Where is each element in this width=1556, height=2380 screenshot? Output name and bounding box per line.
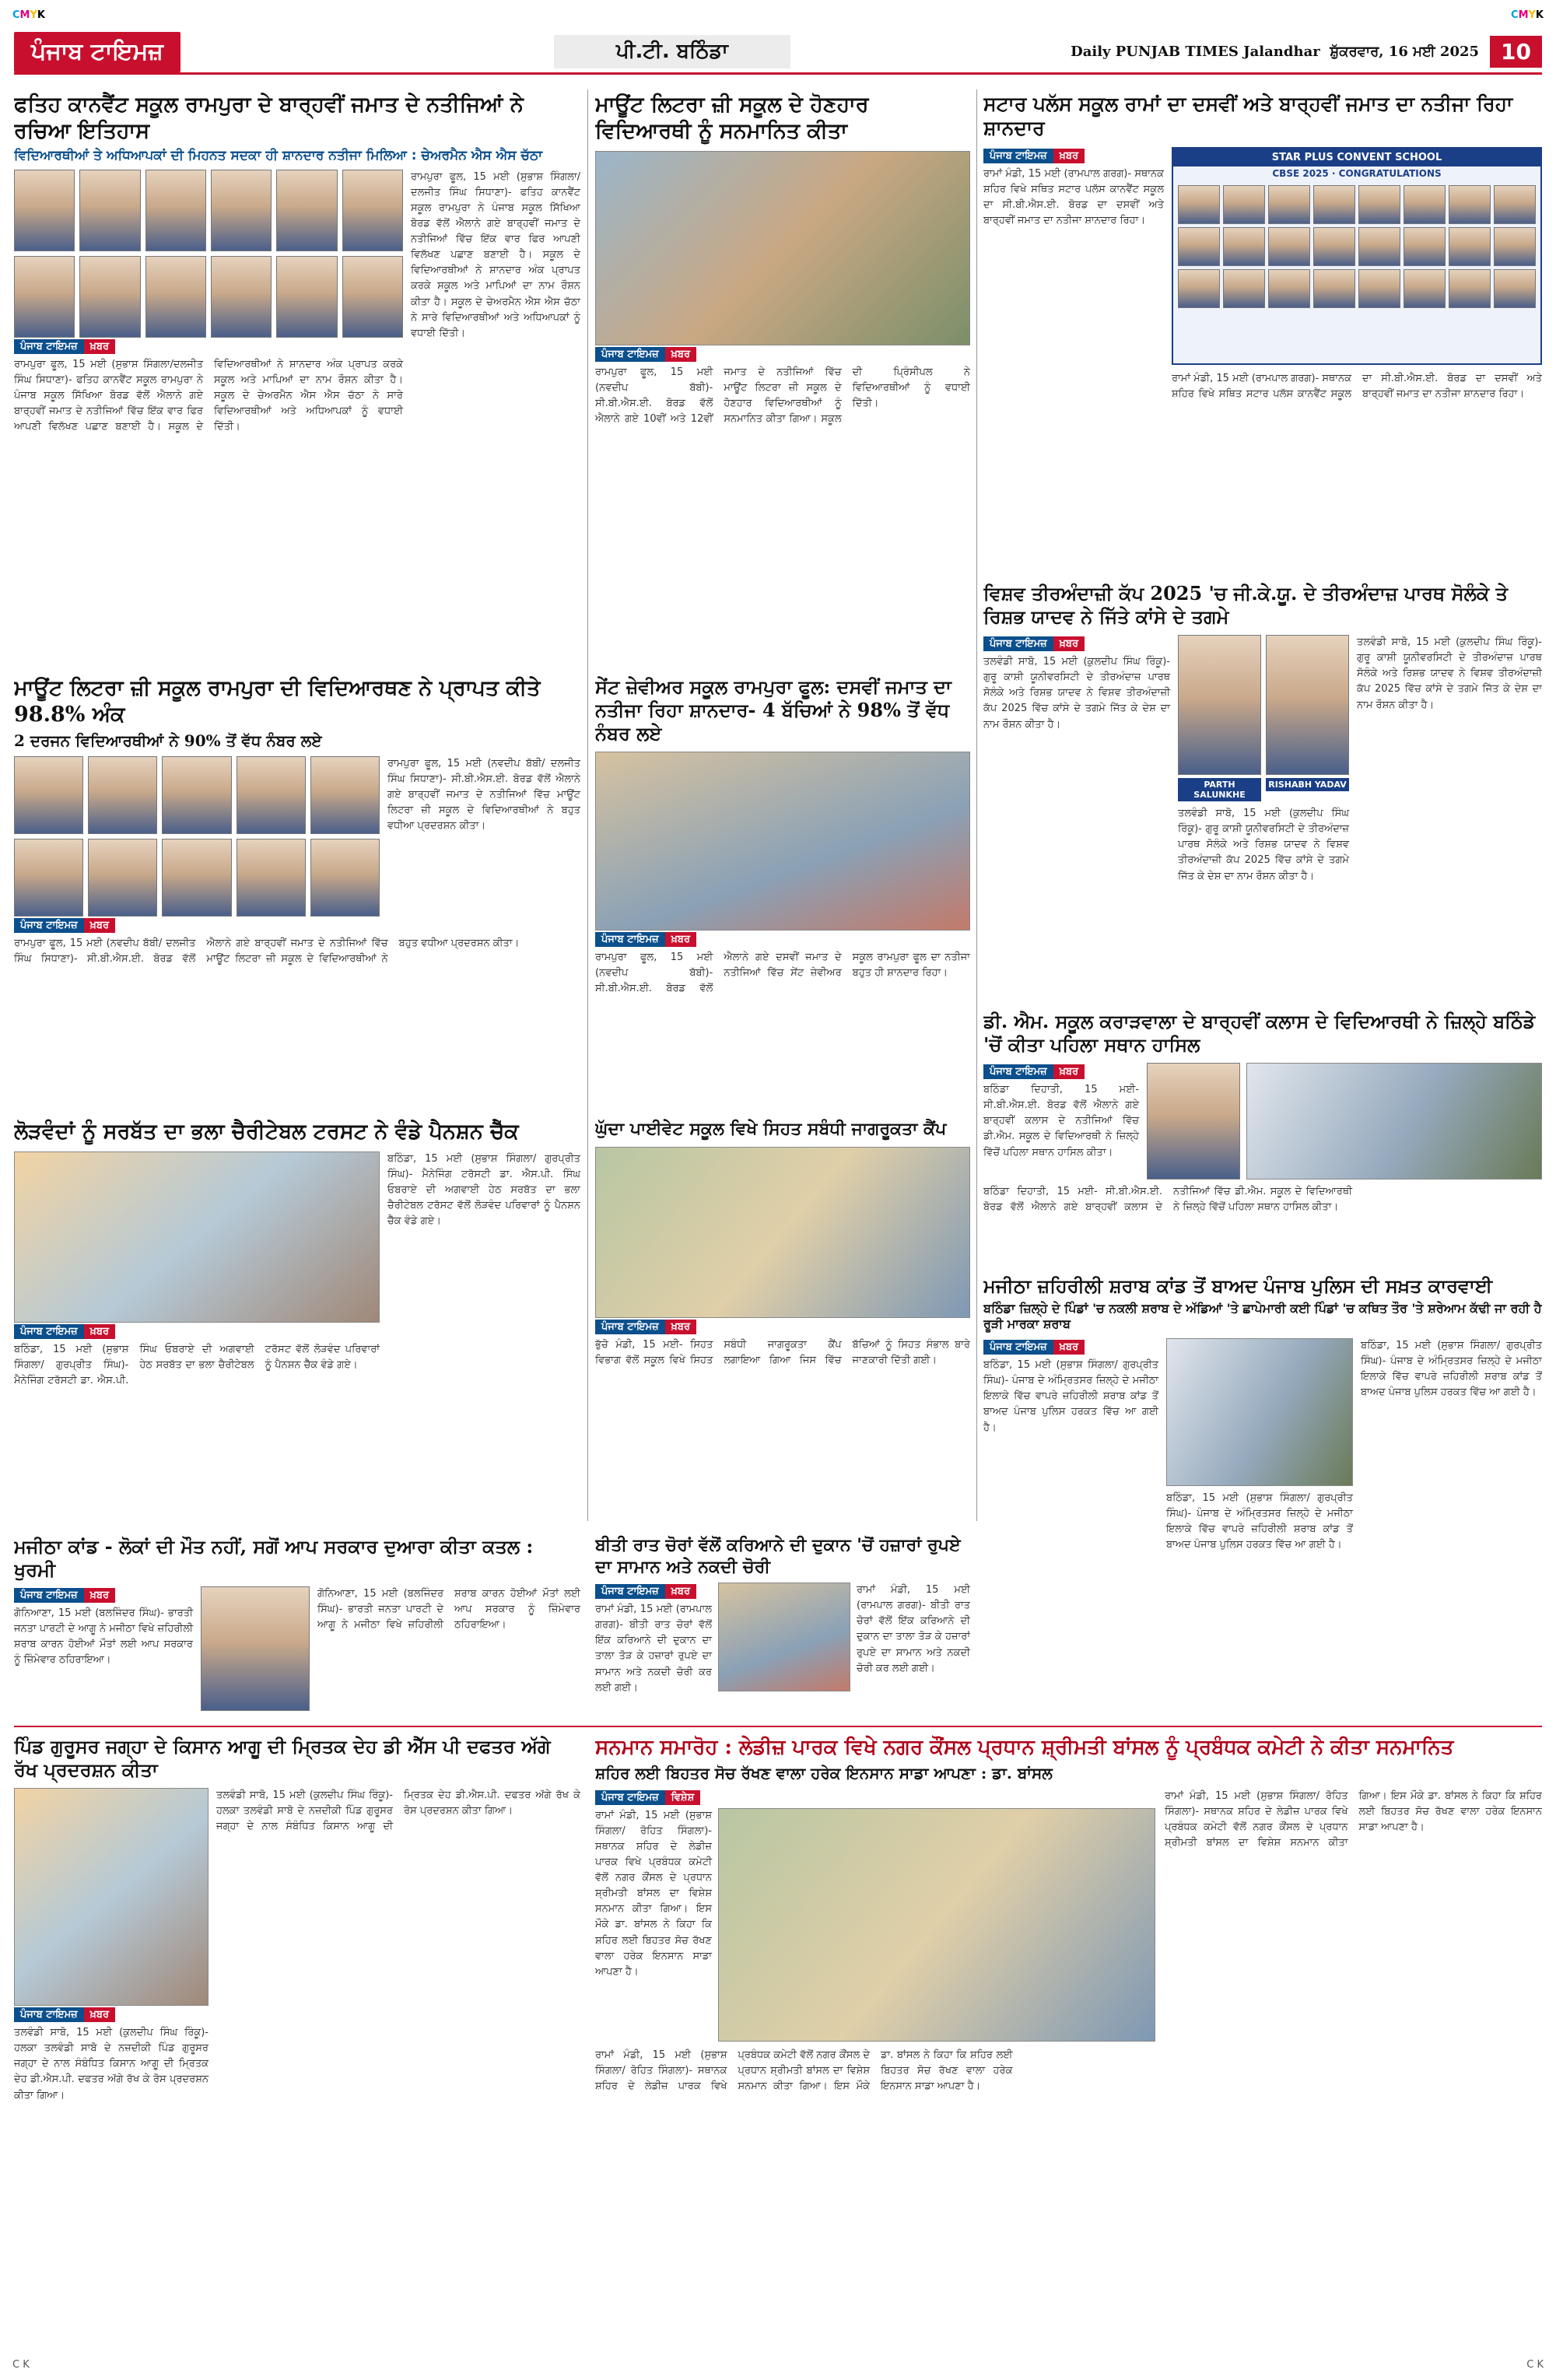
student-photo [1178,227,1220,266]
newspaper-logo: ਪੰਜਾਬ ਟਾਇਮਜ਼ [14,32,180,72]
student-photo [1404,185,1446,224]
student-photo [1494,269,1536,308]
student-photo [1358,227,1400,266]
group-photo [595,752,970,931]
headline: ਮਜੀਠਾ ਕਾਂਡ - ਲੋਕਾਂ ਦੀ ਮੌਤ ਨਹੀਂ, ਸਗੋਂ ਆਪ ਸਰਕਾਰ ਦੁਆਰਾ ਕੀਤਾ ਕਤਲ : ਖੁਰਮੀ [14,1535,534,1581]
article-mount-litera-98-percent [14,675,580,1111]
article-majitha-khurmi-statement [14,1535,580,1718]
headline: ਲੋੜਵੰਦਾਂ ਨੂੰ ਸਰਬੱਤ ਦਾ ਭਲਾ ਚੈਰੀਟੇਬਲ ਟਰਸਟ ਨੇ ਵੰਡੇ ਪੈਨਸ਼ਨ ਚੈੱਕ [14,1120,519,1144]
student-photo [1223,185,1265,224]
byline-tag: ਪੰਜਾਬ ਟਾਇਮਜ਼ ਖ਼ਬਰ [14,920,115,931]
headline: ਸਟਾਰ ਪਲੱਸ ਸਕੂਲ ਰਾਮਾਂ ਦਾ ਦਸਵੀਂ ਅਤੇ ਬਾਰ੍ਹਵੀਂ ਜਮਾਤ ਦਾ ਨਤੀਜਾ ਰਿਹਾ ਸ਼ਾਨਦਾਰ [983,93,1513,140]
student-photo [237,839,306,917]
article-sarbat-da-bhala-trust [14,1119,580,1527]
article-body-continued: ਬਠਿੰਡਾ, 15 ਮਈ (ਸੁਭਾਸ਼ ਸਿੰਗਲਾ/ ਗੁਰਪ੍ਰੀਤ ਸਿੰਘ)- ਪੰਜਾਬ ਦੇ ਅੰਮ੍ਰਿਤਸਰ ਜ਼ਿਲ੍ਹੇ ਦੇ ਮਜੀਠਾ ਇਲਾਕੇ ਵਿੱਚ ਵਾਪਰੇ ਜ਼ਹਿਰੀਲੀ ਸ਼ਰਾਬ ਕਾਂਡ ਤੋਂ ਬਾਅਦ ਪੰਜਾਬ ਪੁਲਿਸ ਹਰਕਤ ਵਿੱਚ ਆ ਗਈ ਹੈ। [1361,1340,1542,1399]
section-divider [14,1726,1542,1727]
student-photo [14,756,83,834]
color-registration-mark: C K [1526,2359,1544,2371]
byline-tag: ਪੰਜਾਬ ਟਾਇਮਜ਼ ਖ਼ਬਰ [983,150,1085,162]
student-photo [1449,185,1491,224]
event-photo [14,1151,380,1323]
student-photo [14,839,83,917]
student-photo [1358,269,1400,308]
column-divider [976,89,977,1521]
headline: ਡੀ. ਐਮ. ਸਕੂਲ ਕਰਾੜਵਾਲਾ ਦੇ ਬਾਰ੍ਹਵੀਂ ਕਲਾਸ ਦੇ ਵਿਦਿਆਰਥੀ ਨੇ ਜ਼ਿਲ੍ਹੇ ਬਠਿੰਡੇ 'ਚੋਂ ਕੀਤਾ ਪਹਿਲਾ ਸਥਾਨ ਹਾਸਿਲ [983,1010,1536,1056]
headline: ਘੁੱਦਾ ਪਾਈਵੇਟ ਸਕੂਲ ਵਿਖੇ ਸਿਹਤ ਸਬੰਧੀ ਜਾਗਰੂਕਤਾ ਕੈਂਪ [595,1119,947,1139]
page-number: 10 [1490,36,1542,68]
article-body-continued: ਰਾਮਾਂ ਮੰਡੀ, 15 ਮਈ (ਰਾਮਪਾਲ ਗਰਗ)- ਬੀਤੀ ਰਾਤ ਚੋਰਾਂ ਵੱਲੋਂ ਇੱਕ ਕਰਿਆਨੇ ਦੀ ਦੁਕਾਨ ਦਾ ਤਾਲਾ ਤੋੜ ਕੇ ਹਜ਼ਾਰਾਂ ਰੁਪਏ ਦਾ ਸਾਮਾਨ ਅਤੇ ਨਕਦੀ ਚੋਰੀ ਕਰ ਲਈ ਗਈ। [857,1584,970,1674]
byline-tag: ਪੰਜਾਬ ਟਾਇਮਜ਼ ਖ਼ਬਰ [983,1341,1085,1353]
article-body-continued: ਬਠਿੰਡਾ, 15 ਮਈ (ਸੁਭਾਸ਼ ਸਿੰਗਲਾ/ ਗੁਰਪ੍ਰੀਤ ਸਿੰਘ)- ਮੈਨੇਜਿੰਗ ਟਰੱਸਟੀ ਡਾ. ਐਸ.ਪੀ. ਸਿੰਘ ਓਬਰਾਏ ਦੀ ਅਗਵਾਈ ਹੇਠ ਸਰਬੱਤ ਦਾ ਭਲਾ ਚੈਰੀਟੇਬਲ ਟਰੱਸਟ ਵੱਲੋਂ ਲੋੜਵੰਦ ਪਰਿਵਾਰਾਂ ਨੂੰ ਪੈਨਸ਼ਨ ਚੈੱਕ ਵੰਡੇ ਗਏ। [387,1152,580,1228]
section-name: ਪੀ.ਟੀ. ਬਠਿੰਡਾ [554,35,790,68]
article-body-continued: ਬਠਿੰਡਾ, 15 ਮਈ (ਸੁਭਾਸ਼ ਸਿੰਗਲਾ/ ਗੁਰਪ੍ਰੀਤ ਸਿੰਘ)- ਪੰਜਾਬ ਦੇ ਅੰਮ੍ਰਿਤਸਰ ਜ਼ਿਲ੍ਹੇ ਦੇ ਮਜੀਠਾ ਇਲਾਕੇ ਵਿੱਚ ਵਾਪਰੇ ਜ਼ਹਿਰੀਲੀ ਸ਼ਰਾਬ ਕਾਂਡ ਤੋਂ ਬਾਅਦ ਪੰਜਾਬ ਪੁਲਿਸ ਹਰਕਤ ਵਿੱਚ ਆ ਗਈ ਹੈ। [1166,1492,1353,1551]
school-result-poster [1172,147,1542,365]
color-registration-mark: C K [12,2359,30,2371]
person-photo [1147,1063,1240,1179]
article-mount-litera-honour [595,92,970,668]
student-photo [79,170,140,251]
headline: ਪਿੰਡ ਗੁਰੂਸਰ ਜਗ੍ਹਾ ਦੇ ਕਿਸਾਨ ਆਗੂ ਦੀ ਮ੍ਰਿਤਕ ਦੇਹ ਡੀ ਐੱਸ ਪੀ ਦਫਤਰ ਅੱਗੇ ਰੱਖ ਪ੍ਰਦਰਸ਼ਨ ਕੀਤਾ [14,1735,551,1781]
student-photo [276,256,337,338]
student-photo [237,756,306,834]
headline: ਫਤਿਹ ਕਾਨਵੈਂਟ ਸਕੂਲ ਰਾਮਪੁਰਾ ਦੇ ਬਾਰ੍ਹਵੀਂ ਜਮਾਤ ਦੇ ਨਤੀਜਿਆਂ ਨੇ ਰਚਿਆ ਇਤਿਹਾਸ [14,93,524,143]
article-body-continued: ਰਾਮਪੁਰਾ ਫੂਲ, 15 ਮਈ (ਨਵਦੀਪ ਬੱਬੀ/ ਦਲਜੀਤ ਸਿੰਘ ਸਿਧਾਣਾ)- ਸੀ.ਬੀ.ਐਸ.ਈ. ਬੋਰਡ ਵੱਲੋਂ ਐਲਾਨੇ ਗਏ ਬਾਰ੍ਹਵੀਂ ਜਮਾਤ ਦੇ ਨਤੀਜਿਆਂ ਵਿੱਚ ਮਾਊਂਟ ਲਿਟਰਾ ਜ਼ੀ ਸਕੂਲ ਦੇ ਵਿਦਿਆਰਥੀਆਂ ਨੇ ਬਹੁਤ ਵਧੀਆ ਪ੍ਰਦਰਸ਼ਨ ਕੀਤਾ। [14,937,520,965]
student-photo [342,256,403,338]
student-photo [14,256,75,338]
byline-tag: ਪੰਜਾਬ ਟਾਇਮਜ਼ ਖ਼ਬਰ [983,1066,1085,1078]
headline: ਬੀਤੀ ਰਾਤ ਚੋਰਾਂ ਵੱਲੋਂ ਕਰਿਆਨੇ ਦੀ ਦੁਕਾਨ 'ਚੋਂ ਹਜ਼ਾਰਾਂ ਰੁਪਏ ਦਾ ਸਾਮਾਨ ਅਤੇ ਨਕਦੀ ਚੋਰੀ [595,1535,961,1577]
student-photo [145,170,206,251]
student-photo [1404,227,1446,266]
student-photo [1449,227,1491,266]
student-photo [1494,185,1536,224]
student-photo [1223,269,1265,308]
headline: ਸੇਂਟ ਜ਼ੇਵੀਅਰ ਸਕੂਲ ਰਾਮਪੁਰਾ ਫੂਲ: ਦਸਵੀਂ ਜਮਾਤ ਦਾ ਨਤੀਜਾ ਰਿਹਾ ਸ਼ਾਨਦਾਰ- 4 ਬੱਚਿਆਂ ਨੇ 98% ਤੋਂ ਵੱਧ ਨੰਬਰ ਲਏ [595,675,951,745]
article-body-continued: ਰਾਮਾਂ ਮੰਡੀ, 15 ਮਈ (ਸੁਭਾਸ਼ ਸਿੰਗਲਾ/ ਰੋਹਿਤ ਸਿੰਗਲਾ)- ਸਥਾਨਕ ਸ਼ਹਿਰ ਦੇ ਲੇਡੀਜ਼ ਪਾਰਕ ਵਿਖੇ ਪ੍ਰਬੰਧਕ ਕਮੇਟੀ ਵੱਲੋਂ ਨਗਰ ਕੌਂਸਲ ਦੇ ਪ੍ਰਧਾਨ ਸ਼੍ਰੀਮਤੀ ਬਾਂਸਲ ਦਾ ਵਿਸ਼ੇਸ਼ ਸਨਮਾਨ ਕੀਤਾ ਗਿਆ। ਇਸ ਮੌਕੇ ਡਾ. ਬਾਂਸਲ ਨੇ ਕਿਹਾ ਕਿ ਸ਼ਹਿਰ ਲਈ ਬਿਹਤਰ ਸੋਚ ਰੱਖਣ ਵਾਲਾ ਹਰੇਕ ਇਨਸਾਨ ਸਾਡਾ ਆਪਣਾ ਹੈ। [595,2049,1013,2092]
protest-photo [14,1788,209,2006]
student-photo [1313,227,1355,266]
byline-tag: ਪੰਜਾਬ ਟਾਇਮਜ਼ ਖ਼ਬਰ [595,349,696,360]
camp-photo [595,1147,970,1318]
article-st-xavier-school [595,675,970,1111]
article-body-continued: ਰਾਮਾਂ ਮੰਡੀ, 15 ਮਈ (ਸੁਭਾਸ਼ ਸਿੰਗਲਾ/ ਰੋਹਿਤ ਸਿੰਗਲਾ)- ਸਥਾਨਕ ਸ਼ਹਿਰ ਦੇ ਲੇਡੀਜ਼ ਪਾਰਕ ਵਿਖੇ ਪ੍ਰਬੰਧਕ ਕਮੇਟੀ ਵੱਲੋਂ ਨਗਰ ਕੌਂਸਲ ਦੇ ਪ੍ਰਧਾਨ ਸ਼੍ਰੀਮਤੀ ਬਾਂਸਲ ਦਾ ਵਿਸ਼ੇਸ਼ ਸਨਮਾਨ ਕੀਤਾ ਗਿਆ। ਇਸ ਮੌਕੇ ਡਾ. ਬਾਂਸਲ ਨੇ ਕਿਹਾ ਕਿ ਸ਼ਹਿਰ ਲਈ ਬਿਹਤਰ ਸੋਚ ਰੱਖਣ ਵਾਲਾ ਹਰੇਕ ਇਨਸਾਨ ਸਾਡਾ ਆਪਣਾ ਹੈ। [1165,1789,1542,1849]
headline: ਮਜੀਠਾ ਜ਼ਹਿਰੀਲੀ ਸ਼ਰਾਬ ਕਾਂਡ ਤੋਂ ਬਾਅਦ ਪੰਜਾਬ ਪੁਲਿਸ ਦੀ ਸਖ਼ਤ ਕਾਰਵਾਈ [983,1274,1493,1297]
ceremony-photo [718,1808,1155,2042]
article-body: ਬਠਿੰਡਾ, 15 ਮਈ (ਸੁਭਾਸ਼ ਸਿੰਗਲਾ/ ਗੁਰਪ੍ਰੀਤ ਸਿੰਘ)- ਮੈਨੇਜਿੰਗ ਟਰੱਸਟੀ ਡਾ. ਐਸ.ਪੀ. ਸਿੰਘ ਓਬਰਾਏ ਦੀ ਅਗਵਾਈ ਹੇਠ ਸਰਬੱਤ ਦਾ ਭਲਾ ਚੈਰੀਟੇਬਲ ਟਰੱਸਟ ਵੱਲੋਂ ਲੋੜਵੰਦ ਪਰਿਵਾਰਾਂ ਨੂੰ ਪੈਨਸ਼ਨ ਚੈੱਕ ਵੰਡੇ ਗਏ। [14,1343,380,1387]
article-body: ਬਠਿੰਡਾ, 15 ਮਈ (ਸੁਭਾਸ਼ ਸਿੰਗਲਾ/ ਗੁਰਪ੍ਰੀਤ ਸਿੰਘ)- ਪੰਜਾਬ ਦੇ ਅੰਮ੍ਰਿਤਸਰ ਜ਼ਿਲ੍ਹੇ ਦੇ ਮਜੀਠਾ ਇਲਾਕੇ ਵਿੱਚ ਵਾਪਰੇ ਜ਼ਹਿਰੀਲੀ ਸ਼ਰਾਬ ਕਾਂਡ ਤੋਂ ਬਾਅਦ ਪੰਜਾਬ ਪੁਲਿਸ ਹਰਕਤ ਵਿੱਚ ਆ ਗਈ ਹੈ। [983,1359,1158,1434]
student-photo [1178,269,1220,308]
raid-photo [1166,1338,1353,1486]
article-body: ਰਾਮਾਂ ਮੰਡੀ, 15 ਮਈ (ਰਾਮਪਾਲ ਗਰਗ)- ਬੀਤੀ ਰਾਤ ਚੋਰਾਂ ਵੱਲੋਂ ਇੱਕ ਕਰਿਆਨੇ ਦੀ ਦੁਕਾਨ ਦਾ ਤਾਲਾ ਤੋੜ ਕੇ ਹਜ਼ਾਰਾਂ ਰੁਪਏ ਦਾ ਸਾਮਾਨ ਅਤੇ ਨਕਦੀ ਚੋਰੀ ਕਰ ਲਈ ਗਈ। [595,1604,712,1694]
article-fateh-convent-school [14,92,580,668]
student-photo [162,756,231,834]
byline-tag: ਪੰਜਾਬ ਟਾਇਮਜ਼ ਖ਼ਬਰ [983,638,1085,650]
student-photo [1268,227,1310,266]
headline: ਸਨਮਾਨ ਸਮਾਰੋਹ : ਲੇਡੀਜ਼ ਪਾਰਕ ਵਿਖੇ ਨਗਰ ਕੌਂਸਲ ਪ੍ਰਧਾਨ ਸ਼੍ਰੀਮਤੀ ਬਾਂਸਲ ਨੂੰ ਪ੍ਰਬੰਧਕ ਕਮੇਟੀ ਨੇ ਕੀਤਾ ਸਨਮਾਨਿਤ [595,1736,1454,1759]
group-photo [1246,1063,1542,1179]
article-body: ਰਾਮਪੁਰਾ ਫੂਲ, 15 ਮਈ (ਸੁਭਾਸ਼ ਸਿੰਗਲਾ/ਦਲਜੀਤ ਸਿੰਘ ਸਿਧਾਣਾ)- ਫਤਿਹ ਕਾਨਵੈਂਟ ਸਕੂਲ ਰਾਮਪੁਰਾ ਨੇ ਪੰਜਾਬ ਸਕੂਲ ਸਿੱਖਿਆ ਬੋਰਡ ਵੱਲੋਂ ਐਲਾਨੇ ਗਏ ਬਾਰ੍ਹਵੀਂ ਜਮਾਤ ਦੇ ਨਤੀਜਿਆਂ ਵਿੱਚ ਇੱਕ ਵਾਰ ਫਿਰ ਆਪਣੀ ਵਿਲੱਖਣ ਪਛਾਣ ਬਣਾਈ ਹੈ। ਸਕੂਲ ਦੇ ਵਿਦਿਆਰਥੀਆਂ ਨੇ ਸ਼ਾਨਦਾਰ ਅੰਕ ਪ੍ਰਾਪਤ ਕਰਕੇ ਸਕੂਲ ਅਤੇ ਮਾਪਿਆਂ ਦਾ ਨਾਮ ਰੌਸ਼ਨ ਕੀਤਾ ਹੈ। ਸਕੂਲ ਦੇ ਚੇਅਰਮੈਨ ਐਸ ਐਸ ਚੱਠਾ ਨੇ ਸਾਰੇ ਵਿਦਿਆਰਥੀਆਂ ਅਤੇ ਅਧਿਆਪਕਾਂ ਨੂੰ ਵਧਾਈ ਦਿੱਤੀ। [14,358,403,433]
article-body-continued: ਤਲਵੰਡੀ ਸਾਬੋ, 15 ਮਈ (ਕੁਲਦੀਪ ਸਿੰਘ ਰਿੰਕੂ)- ਗੁਰੂ ਕਾਸ਼ੀ ਯੂਨੀਵਰਸਿਟੀ ਦੇ ਤੀਰਅੰਦਾਜ਼ ਪਾਰਥ ਸੋਲੰਕੇ ਅਤੇ ਰਿਸ਼ਭ ਯਾਦਵ ਨੇ ਵਿਸ਼ਵ ਤੀਰਅੰਦਾਜ਼ੀ ਕੱਪ 2025 ਵਿੱਚ ਕਾਂਸੇ ਦੇ ਤਗਮੇ ਜਿੱਤ ਕੇ ਦੇਸ਼ ਦਾ ਨਾਮ ਰੌਸ਼ਨ ਕੀਤਾ ਹੈ। [1178,808,1349,882]
student-photo [211,170,272,251]
byline-tag: ਪੰਜਾਬ ਟਾਇਮਜ਼ ਖ਼ਬਰ [595,934,696,945]
column-divider [587,89,588,1521]
group-photo [595,151,970,345]
headline: ਮਾਊਂਟ ਲਿਟਰਾ ਜ਼ੀ ਸਕੂਲ ਦੇ ਹੋਣਹਾਰ ਵਿਦਿਆਰਥੀ ਨੂੰ ਸਨਮਾਨਿਤ ਕੀਤਾ [595,93,869,143]
student-photo [1358,185,1400,224]
headline: ਵਿਸ਼ਵ ਤੀਰਅੰਦਾਜ਼ੀ ਕੱਪ 2025 'ਚ ਜੀ.ਕੇ.ਯੂ. ਦੇ ਤੀਰਅੰਦਾਜ਼ ਪਾਰਥ ਸੋਲੰਕੇ ਤੇ ਰਿਸ਼ਭ ਯਾਦਵ ਨੇ ਜਿੱਤੇ ਕਾਂਸੇ ਦੇ ਤਗਮੇ [983,582,1508,628]
article-body-continued: ਤਲਵੰਡੀ ਸਾਬੋ, 15 ਮਈ (ਕੁਲਦੀਪ ਸਿੰਘ ਰਿੰਕੂ)- ਹਲਕਾ ਤਲਵੰਡੀ ਸਾਬੋ ਦੇ ਨਜ਼ਦੀਕੀ ਪਿੰਡ ਗੁਰੂਸਰ ਜਗ੍ਹਾ ਦੇ ਨਾਲ ਸੰਬੰਧਿਤ ਕਿਸਾਨ ਆਗੂ ਦੀ ਮ੍ਰਿਤਕ ਦੇਹ ਡੀ.ਐਸ.ਪੀ. ਦਫਤਰ ਅੱਗੇ ਰੱਖ ਕੇ ਰੋਸ ਪ੍ਰਦਰਸ਼ਨ ਕੀਤਾ ਗਿਆ। [216,1789,580,1833]
student-photo [88,756,157,834]
archer-photo [1266,635,1349,775]
article-body: ਰਾਮਾਂ ਮੰਡੀ, 15 ਮਈ (ਸੁਭਾਸ਼ ਸਿੰਗਲਾ/ ਰੋਹਿਤ ਸਿੰਗਲਾ)- ਸਥਾਨਕ ਸ਼ਹਿਰ ਦੇ ਲੇਡੀਜ਼ ਪਾਰਕ ਵਿਖੇ ਪ੍ਰਬੰਧਕ ਕਮੇਟੀ ਵੱਲੋਂ ਨਗਰ ਕੌਂਸਲ ਦੇ ਪ੍ਰਧਾਨ ਸ਼੍ਰੀਮਤੀ ਬਾਂਸਲ ਦਾ ਵਿਸ਼ੇਸ਼ ਸਨਮਾਨ ਕੀਤਾ ਗਿਆ। ਇਸ ਮੌਕੇ ਡਾ. ਬਾਂਸਲ ਨੇ ਕਿਹਾ ਕਿ ਸ਼ਹਿਰ ਲਈ ਬਿਹਤਰ ਸੋਚ ਰੱਖਣ ਵਾਲਾ ਹਰੇਕ ਇਨਸਾਨ ਸਾਡਾ ਆਪਣਾ ਹੈ। [595,1809,712,1978]
article-body-continued: ਗੋਨਿਆਣਾ, 15 ਮਈ (ਬਲਜਿੰਦਰ ਸਿੰਘ)- ਭਾਰਤੀ ਜਨਤਾ ਪਾਰਟੀ ਦੇ ਆਗੂ ਨੇ ਮਜੀਠਾ ਵਿਖੇ ਜ਼ਹਿਰੀਲੀ ਸ਼ਰਾਬ ਕਾਰਨ ਹੋਈਆਂ ਮੌਤਾਂ ਲਈ ਆਪ ਸਰਕਾਰ ਨੂੰ ਜ਼ਿੰਮੇਵਾਰ ਠਹਿਰਾਇਆ। [317,1588,580,1632]
byline-tag: ਪੰਜਾਬ ਟਾਇਮਜ਼ ਖ਼ਬਰ [14,1326,115,1337]
student-photo [310,756,380,834]
article-municipal-president-honour [595,1735,1542,2350]
article-body: ਰਾਮਪੁਰਾ ਫੂਲ, 15 ਮਈ (ਨਵਦੀਪ ਬੱਬੀ/ ਦਲਜੀਤ ਸਿੰਘ ਸਿਧਾਣਾ)- ਸੀ.ਬੀ.ਐਸ.ਈ. ਬੋਰਡ ਵੱਲੋਂ ਐਲਾਨੇ ਗਏ ਬਾਰ੍ਹਵੀਂ ਜਮਾਤ ਦੇ ਨਤੀਜਿਆਂ ਵਿੱਚ ਮਾਊਂਟ ਲਿਟਰਾ ਜ਼ੀ ਸਕੂਲ ਦੇ ਵਿਦਿਆਰਥੀਆਂ ਨੇ ਬਹੁਤ ਵਧੀਆ ਪ੍ਰਦਰਸ਼ਨ ਕੀਤਾ। [387,757,580,832]
byline-tag: ਪੰਜਾਬ ਟਾਇਮਜ਼ ਖ਼ਬਰ [595,1586,696,1597]
student-photo [1404,269,1446,308]
poster-subtitle: CBSE 2025 · CONGRATULATIONS [1272,167,1442,179]
politician-photo [201,1586,310,1711]
shop-photo [718,1583,850,1691]
article-body-continued: ਤਲਵੰਡੀ ਸਾਬੋ, 15 ਮਈ (ਕੁਲਦੀਪ ਸਿੰਘ ਰਿੰਕੂ)- ਗੁਰੂ ਕਾਸ਼ੀ ਯੂਨੀਵਰਸਿਟੀ ਦੇ ਤੀਰਅੰਦਾਜ਼ ਪਾਰਥ ਸੋਲੰਕੇ ਅਤੇ ਰਿਸ਼ਭ ਯਾਦਵ ਨੇ ਵਿਸ਼ਵ ਤੀਰਅੰਦਾਜ਼ੀ ਕੱਪ 2025 ਵਿੱਚ ਕਾਂਸੇ ਦੇ ਤਗਮੇ ਜਿੱਤ ਕੇ ਦੇਸ਼ ਦਾ ਨਾਮ ਰੌਸ਼ਨ ਕੀਤਾ ਹੈ। [1357,636,1542,711]
article-body: ਗੋਨਿਆਣਾ, 15 ਮਈ (ਬਲਜਿੰਦਰ ਸਿੰਘ)- ਭਾਰਤੀ ਜਨਤਾ ਪਾਰਟੀ ਦੇ ਆਗੂ ਨੇ ਮਜੀਠਾ ਵਿਖੇ ਜ਼ਹਿਰੀਲੀ ਸ਼ਰਾਬ ਕਾਰਨ ਹੋਈਆਂ ਮੌਤਾਂ ਲਈ ਆਪ ਸਰਕਾਰ ਨੂੰ ਜ਼ਿੰਮੇਵਾਰ ਠਹਿਰਾਇਆ। [14,1607,193,1667]
student-photo [211,256,272,338]
article-grocery-shop-theft [595,1535,970,1718]
archer-name-label: PARTH SALUNKHE [1178,778,1261,801]
student-photo [1313,269,1355,308]
article-body: ਬਠਿੰਡਾ ਦਿਹਾਤੀ, 15 ਮਈ- ਸੀ.ਬੀ.ਐਸ.ਈ. ਬੋਰਡ ਵੱਲੋਂ ਐਲਾਨੇ ਗਏ ਬਾਰ੍ਹਵੀਂ ਕਲਾਸ ਦੇ ਨਤੀਜਿਆਂ ਵਿੱਚ ਡੀ.ਐਮ. ਸਕੂਲ ਦੇ ਵਿਦਿਆਰਥੀ ਨੇ ਜ਼ਿਲ੍ਹੇ ਵਿੱਚੋਂ ਪਹਿਲਾ ਸਥਾਨ ਹਾਸਿਲ ਕੀਤਾ। [983,1084,1139,1158]
student-photo [1268,185,1310,224]
student-photo [1494,227,1536,266]
byline-tag: ਪੰਜਾਬ ਟਾਇਮਜ਼ ਵਿਸ਼ੇਸ਼ [595,1792,700,1803]
byline-tag: ਪੰਜਾਬ ਟਾਇਮਜ਼ ਖ਼ਬਰ [14,341,115,352]
student-photo [88,839,157,917]
article-body: ਤਲਵੰਡੀ ਸਾਬੋ, 15 ਮਈ (ਕੁਲਦੀਪ ਸਿੰਘ ਰਿੰਕੂ)- ਹਲਕਾ ਤਲਵੰਡੀ ਸਾਬੋ ਦੇ ਨਜ਼ਦੀਕੀ ਪਿੰਡ ਗੁਰੂਸਰ ਜਗ੍ਹਾ ਦੇ ਨਾਲ ਸੰਬੰਧਿਤ ਕਿਸਾਨ ਆਗੂ ਦੀ ਮ੍ਰਿਤਕ ਦੇਹ ਡੀ.ਐਸ.ਪੀ. ਦਫਤਰ ਅੱਗੇ ਰੱਖ ਕੇ ਰੋਸ ਪ੍ਰਦਰਸ਼ਨ ਕੀਤਾ ਗਿਆ। [14,2027,209,2101]
byline-tag: ਪੰਜਾਬ ਟਾਇਮਜ਼ ਖ਼ਬਰ [14,1590,115,1601]
archer-photo [1178,635,1261,775]
student-photo [1178,185,1220,224]
headline: ਮਾਊਂਟ ਲਿਟਰਾ ਜ਼ੀ ਸਕੂਲ ਰਾਮਪੁਰਾ ਦੀ ਵਿਦਿਆਰਥਣ ਨੇ ਪ੍ਰਾਪਤ ਕੀਤੇ 98.8% ਅੰਕ [14,676,541,727]
student-photo [342,170,403,251]
paper-name: Daily PUNJAB TIMES Jalandhar ਸ਼ੁੱਕਰਵਾਰ, 16 ਮਈ 2025 [1071,44,1480,60]
article-majitha-liquor-police-action [983,1274,1542,1691]
article-star-plus-school [983,92,1542,574]
article-body: ਰਾਮਪੁਰਾ ਫੂਲ, 15 ਮਈ (ਨਵਦੀਪ ਬੱਬੀ)- ਸੀ.ਬੀ.ਐਸ.ਈ. ਬੋਰਡ ਵੱਲੋਂ ਐਲਾਨੇ ਗਏ ਦਸਵੀਂ ਜਮਾਤ ਦੇ ਨਤੀਜਿਆਂ ਵਿੱਚ ਸੇਂਟ ਜ਼ੇਵੀਅਰ ਸਕੂਲ ਰਾਮਪੁਰਾ ਫੂਲ ਦਾ ਨਤੀਜਾ ਬਹੁਤ ਹੀ ਸ਼ਾਨਦਾਰ ਰਿਹਾ। [595,952,970,995]
article-body-continued: ਬਠਿੰਡਾ ਦਿਹਾਤੀ, 15 ਮਈ- ਸੀ.ਬੀ.ਐਸ.ਈ. ਬੋਰਡ ਵੱਲੋਂ ਐਲਾਨੇ ਗਏ ਬਾਰ੍ਹਵੀਂ ਕਲਾਸ ਦੇ ਨਤੀਜਿਆਂ ਵਿੱਚ ਡੀ.ਐਮ. ਸਕੂਲ ਦੇ ਵਿਦਿਆਰਥੀ ਨੇ ਜ਼ਿਲ੍ਹੇ ਵਿੱਚੋਂ ਪਹਿਲਾ ਸਥਾਨ ਹਾਸਿਲ ਕੀਤਾ। [983,1186,1352,1214]
article-body-continued: ਰਾਮਪੁਰਾ ਫੂਲ, 15 ਮਈ (ਸੁਭਾਸ਼ ਸਿੰਗਲਾ/ਦਲਜੀਤ ਸਿੰਘ ਸਿਧਾਣਾ)- ਫਤਿਹ ਕਾਨਵੈਂਟ ਸਕੂਲ ਰਾਮਪੁਰਾ ਨੇ ਪੰਜਾਬ ਸਕੂਲ ਸਿੱਖਿਆ ਬੋਰਡ ਵੱਲੋਂ ਐਲਾਨੇ ਗਏ ਬਾਰ੍ਹਵੀਂ ਜਮਾਤ ਦੇ ਨਤੀਜਿਆਂ ਵਿੱਚ ਇੱਕ ਵਾਰ ਫਿਰ ਆਪਣੀ ਵਿਲੱਖਣ ਪਛਾਣ ਬਣਾਈ ਹੈ। ਸਕੂਲ ਦੇ ਵਿਦਿਆਰਥੀਆਂ ਨੇ ਸ਼ਾਨਦਾਰ ਅੰਕ ਪ੍ਰਾਪਤ ਕਰਕੇ ਸਕੂਲ ਅਤੇ ਮਾਪਿਆਂ ਦਾ ਨਾਮ ਰੌਸ਼ਨ ਕੀਤਾ ਹੈ। ਸਕੂਲ ਦੇ ਚੇਅਰਮੈਨ ਐਸ ਐਸ ਚੱਠਾ ਨੇ ਸਾਰੇ ਵਿਦਿਆਰਥੀਆਂ ਅਤੇ ਅਧਿਆਪਕਾਂ ਨੂੰ ਵਧਾਈ ਦਿੱਤੀ। [411,170,580,339]
student-photo [1223,227,1265,266]
student-photo [14,170,75,251]
subheadline: ਸ਼ਹਿਰ ਲਈ ਬਿਹਤਰ ਸੋਚ ਰੱਖਣ ਵਾਲਾ ਹਰੇਕ ਇਨਸਾਨ ਸਾਡਾ ਆਪਣਾ : ਡਾ. ਬਾਂਸਲ [595,1763,1053,1782]
article-body: ਰਾਮਪੁਰਾ ਫੂਲ, 15 ਮਈ (ਨਵਦੀਪ ਬੱਬੀ)- ਸੀ.ਬੀ.ਐਸ.ਈ. ਬੋਰਡ ਵੱਲੋਂ ਐਲਾਨੇ ਗਏ 10ਵੀਂ ਅਤੇ 12ਵੀਂ ਜਮਾਤ ਦੇ ਨਤੀਜਿਆਂ ਵਿੱਚ ਮਾਊਂਟ ਲਿਟਰਾ ਜ਼ੀ ਸਕੂਲ ਦੇ ਹੋਣਹਾਰ ਵਿਦਿਆਰਥੀਆਂ ਨੂੰ ਸਨਮਾਨਿਤ ਕੀਤਾ ਗਿਆ। ਸਕੂਲ ਦੀ ਪ੍ਰਿੰਸੀਪਲ ਨੇ ਵਿਦਿਆਰਥੀਆਂ ਨੂੰ ਵਧਾਈ ਦਿੱਤੀ। [595,366,970,425]
color-registration-mark: CMYK [12,9,45,21]
article-health-camp [595,1119,970,1527]
byline-tag: ਪੰਜਾਬ ਟਾਇਮਜ਼ ਖ਼ਬਰ [595,1321,696,1333]
student-photo [1313,185,1355,224]
student-photo [79,256,140,338]
student-photo [276,170,337,251]
student-photo [1268,269,1310,308]
student-photo [310,839,380,917]
article-body-continued: ਰਾਮਾਂ ਮੰਡੀ, 15 ਮਈ (ਰਾਮਪਾਲ ਗਰਗ)- ਸਥਾਨਕ ਸ਼ਹਿਰ ਵਿਖੇ ਸਥਿਤ ਸਟਾਰ ਪਲੱਸ ਕਾਨਵੈਂਟ ਸਕੂਲ ਦਾ ਸੀ.ਬੀ.ਐਸ.ਈ. ਬੋਰਡ ਦਾ ਦਸਵੀਂ ਅਤੇ ਬਾਰ੍ਹਵੀਂ ਜਮਾਤ ਦਾ ਨਤੀਜਾ ਸ਼ਾਨਦਾਰ ਰਿਹਾ। [1172,372,1542,400]
article-body: ਰਾਮਾਂ ਮੰਡੀ, 15 ਮਈ (ਰਾਮਪਾਲ ਗਰਗ)- ਸਥਾਨਕ ਸ਼ਹਿਰ ਵਿਖੇ ਸਥਿਤ ਸਟਾਰ ਪਲੱਸ ਕਾਨਵੈਂਟ ਸਕੂਲ ਦਾ ਸੀ.ਬੀ.ਐਸ.ਈ. ਬੋਰਡ ਦਾ ਦਸਵੀਂ ਅਤੇ ਬਾਰ੍ਹਵੀਂ ਜਮਾਤ ਦਾ ਨਤੀਜਾ ਸ਼ਾਨਦਾਰ ਰਿਹਾ। [983,167,1164,226]
poster-title: STAR PLUS CONVENT SCHOOL [1173,149,1540,166]
byline-tag: ਪੰਜਾਬ ਟਾਇਮਜ਼ ਖ਼ਬਰ [14,2009,115,2021]
article-body: ਭੁੱਚੋ ਮੰਡੀ, 15 ਮਈ- ਸਿਹਤ ਵਿਭਾਗ ਵੱਲੋਂ ਸਕੂਲ ਵਿਖੇ ਸਿਹਤ ਸਬੰਧੀ ਜਾਗਰੂਕਤਾ ਕੈਂਪ ਲਗਾਇਆ ਗਿਆ ਜਿਸ ਵਿੱਚ ਬੱਚਿਆਂ ਨੂੰ ਸਿਹਤ ਸੰਭਾਲ ਬਾਰੇ ਜਾਣਕਾਰੀ ਦਿੱਤੀ ਗਈ। [595,1338,970,1366]
article-body: ਤਲਵੰਡੀ ਸਾਬੋ, 15 ਮਈ (ਕੁਲਦੀਪ ਸਿੰਘ ਰਿੰਕੂ)- ਗੁਰੂ ਕਾਸ਼ੀ ਯੂਨੀਵਰਸਿਟੀ ਦੇ ਤੀਰਅੰਦਾਜ਼ ਪਾਰਥ ਸੋਲੰਕੇ ਅਤੇ ਰਿਸ਼ਭ ਯਾਦਵ ਨੇ ਵਿਸ਼ਵ ਤੀਰਅੰਦਾਜ਼ੀ ਕੱਪ 2025 ਵਿੱਚ ਕਾਂਸੇ ਦੇ ਤਗਮੇ ਜਿੱਤ ਕੇ ਦੇਸ਼ ਦਾ ਨਾਮ ਰੌਸ਼ਨ ਕੀਤਾ ਹੈ। [983,656,1170,731]
student-photo [145,256,206,338]
masthead [14,31,1542,75]
subheadline: 2 ਦਰਜਨ ਵਿਦਿਆਰਥੀਆਂ ਨੇ 90% ਤੋਂ ਵੱਧ ਨੰਬਰ ਲਏ [14,731,322,750]
article-farmer-leader-protest [14,1735,580,2350]
archer-name-label: RISHABH YADAV [1266,778,1349,791]
subheadline: ਬਠਿੰਡਾ ਜ਼ਿਲ੍ਹੇ ਦੇ ਪਿੰਡਾਂ 'ਚ ਨਕਲੀ ਸ਼ਰਾਬ ਦੇ ਅੱਡਿਆਂ 'ਤੇ ਛਾਪੇਮਾਰੀ ਕਈ ਪਿੰਡਾਂ 'ਚ ਕਥਿਤ ਤੌਰ 'ਤੇ ਸ਼ਰੇਆਮ ਕੱਢੀ ਜਾ ਰਹੀ ਹੈ ਰੂੜੀ ਮਾਰਕਾ ਸ਼ਰਾਬ [983,1301,1542,1331]
color-registration-mark: CMYK [1511,9,1544,21]
subheadline: ਵਿਦਿਆਰਥੀਆਂ ਤੇ ਅਧਿਆਪਕਾਂ ਦੀ ਮਿਹਨਤ ਸਦਕਾ ਹੀ ਸ਼ਾਨਦਾਰ ਨਤੀਜਾ ਮਿਲਿਆ : ਚੇਅਰਮੈਨ ਐਸ ਐਸ ਚੱਠਾ [14,147,542,163]
article-archery-world-cup [983,582,1542,1002]
student-photo [162,839,231,917]
student-photo [1449,269,1491,308]
article-dm-school-first-position [983,1010,1542,1267]
